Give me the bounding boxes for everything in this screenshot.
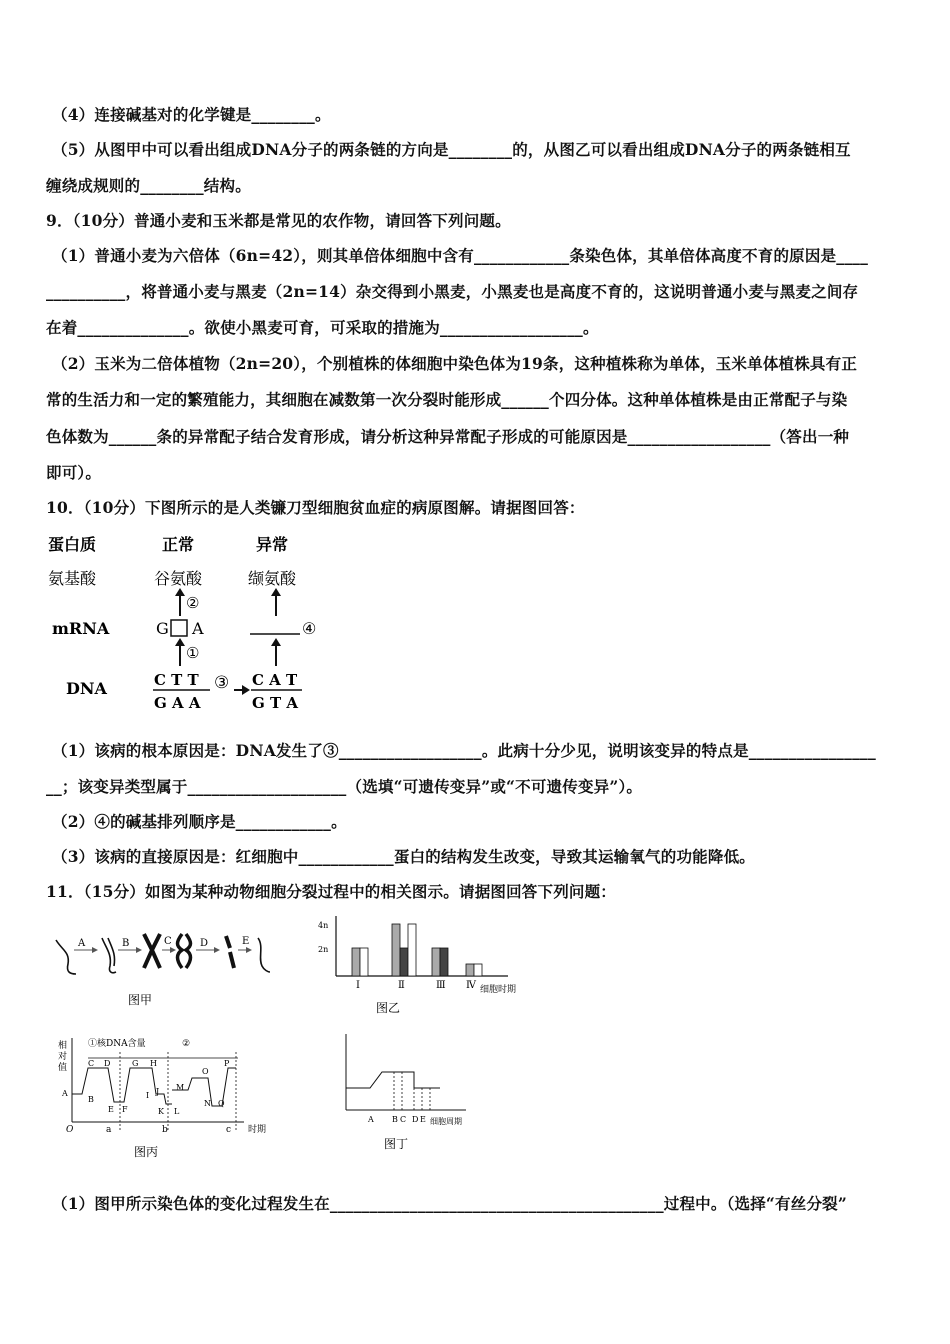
yi-bar-2 bbox=[392, 924, 400, 976]
yi-x-label-4: Ⅳ bbox=[466, 980, 476, 991]
yi-x-label-3: Ⅲ bbox=[436, 980, 446, 991]
ding-curve bbox=[346, 1072, 440, 1088]
bing-pt-l: L bbox=[174, 1107, 180, 1116]
bing-pt-h: H bbox=[150, 1059, 157, 1068]
header-normal: 正常 bbox=[162, 535, 195, 554]
header-protein: 蛋白质 bbox=[48, 535, 97, 554]
arrowhead-a bbox=[92, 947, 98, 953]
bing-y-3: 值 bbox=[58, 1063, 68, 1073]
q10-part1: （1）该病的根本原因是：DNA发生了③__________________。此病十分少见，说明该变异的特点是________________ bbox=[52, 741, 876, 760]
figure-ding bbox=[336, 1030, 496, 1160]
yi-bar-4 bbox=[408, 924, 416, 976]
bing-pt-a: A bbox=[62, 1089, 68, 1098]
caption-ding: 图丁 bbox=[384, 1137, 409, 1151]
bing-x-c: c bbox=[226, 1125, 232, 1135]
label-d: D bbox=[200, 938, 209, 949]
header-abnormal: 异常 bbox=[256, 535, 289, 554]
bing-y-2: 对 bbox=[58, 1052, 68, 1062]
arrowhead-mutation bbox=[242, 685, 250, 695]
q10-part2: （2）④的碱基排列顺序是____________。 bbox=[52, 812, 347, 831]
yi-bar-0 bbox=[352, 948, 360, 976]
bing-pt-k: K bbox=[158, 1107, 164, 1116]
bing-pt-g: G bbox=[132, 1059, 139, 1068]
yi-tick-2n: 2n bbox=[318, 945, 329, 954]
ding-x-c: C bbox=[400, 1115, 407, 1124]
label-a: A bbox=[78, 938, 86, 949]
chromosome-a bbox=[56, 940, 76, 974]
bing-pt-o: O bbox=[202, 1067, 209, 1076]
ding-x-axis-label: 细胞周期 bbox=[430, 1117, 462, 1126]
step-4: ④ bbox=[302, 619, 317, 638]
dna-top-normal: C T T bbox=[154, 671, 199, 689]
q9-part2: （2）玉米为二倍体植物（2n=20），个别植株的体细胞中染色体为19条，这种植株称为单体，玉米单体植株具有正 bbox=[52, 354, 858, 373]
chromosome-f bbox=[258, 938, 270, 972]
mrna-blank-box bbox=[171, 620, 187, 636]
glu-label: 谷氨酸 bbox=[154, 569, 203, 588]
bing-pt-i: I bbox=[146, 1091, 150, 1100]
yi-bar-5 bbox=[432, 948, 440, 976]
q9-part1: （1）普通小麦为六倍体（6n=42），则其单倍体细胞中含有____________条染色体，其单倍体高度不育的原因是____ bbox=[52, 246, 869, 265]
yi-tick-4n: 4n bbox=[318, 921, 329, 930]
row-dna: DNA bbox=[66, 679, 107, 698]
mrna-a: A bbox=[192, 619, 204, 638]
figure-jia bbox=[48, 928, 278, 1018]
q8-part4: （4）连接碱基对的化学键是________。 bbox=[52, 105, 331, 124]
yi-bar-1 bbox=[360, 948, 368, 976]
caption-yi: 图乙 bbox=[376, 1001, 401, 1015]
arrowhead-e bbox=[246, 947, 252, 953]
q9-title: 9．（10分）普通小麦和玉米都是常见的农作物，请回答下列问题。 bbox=[46, 211, 511, 230]
sickle-cell-diagram bbox=[40, 530, 340, 720]
q9-part2-cont3: 即可）。 bbox=[46, 463, 102, 482]
arrowhead-d bbox=[214, 947, 220, 953]
bing-pt-p: P bbox=[224, 1059, 230, 1068]
q9-part2-cont2: 色体数为______条的异常配子结合发育形成，请分析这种异常配子形成的可能原因是__________________（答出一种 bbox=[46, 427, 850, 446]
bing-pt-n: N bbox=[204, 1099, 211, 1108]
caption-jia: 图甲 bbox=[128, 993, 153, 1007]
yi-x-axis-label: 细胞时期 bbox=[480, 985, 517, 995]
ding-x-d: D bbox=[412, 1115, 419, 1124]
bing-x-a: a bbox=[106, 1125, 112, 1135]
label-c: C bbox=[164, 936, 172, 947]
q11-part1: （1）图甲所示染色体的变化过程发生在__________________________________________过程中。（选择“有丝分裂” bbox=[52, 1194, 847, 1213]
dna-top-abn: C A T bbox=[252, 671, 298, 689]
yi-bar-8 bbox=[474, 964, 482, 976]
ding-x-e: E bbox=[420, 1115, 426, 1124]
bing-pt-f: F bbox=[122, 1105, 128, 1114]
bing-x-axis-label: 时期 bbox=[248, 1125, 267, 1135]
bing-pt-b: B bbox=[88, 1095, 94, 1104]
bing-pt-j: J bbox=[156, 1087, 160, 1096]
figure-yi bbox=[308, 912, 538, 1022]
bing-x-o: O bbox=[66, 1125, 74, 1135]
arrowhead-c bbox=[170, 947, 176, 953]
yi-x-label-2: Ⅱ bbox=[398, 980, 405, 991]
yi-bar-7 bbox=[466, 964, 474, 976]
chromosome-e bbox=[226, 936, 234, 968]
ding-x-b: B bbox=[392, 1115, 398, 1124]
q10-part3: （3）该病的直接原因是：红细胞中____________蛋白的结构发生改变，导致其运输氧气的功能降低。 bbox=[52, 847, 755, 866]
row-mrna: mRNA bbox=[52, 619, 110, 638]
arrowhead-abn-top bbox=[271, 588, 281, 596]
q10-title: 10．（10分）下图所示的是人类镰刀型细胞贫血症的病原图解。请据图回答： bbox=[46, 498, 585, 517]
bing-pt-q: Q bbox=[218, 1099, 225, 1108]
bing-legend-2: ② bbox=[182, 1039, 191, 1049]
q11-title: 11．（15分）如图为某种动物细胞分裂过程中的相关图示。请据图回答下列问题： bbox=[46, 882, 616, 901]
bing-x-b: b bbox=[162, 1125, 168, 1135]
mrna-g: G bbox=[156, 619, 169, 638]
arrowhead-abn-bottom bbox=[271, 638, 281, 646]
dna-bot-abn: G T A bbox=[252, 694, 299, 712]
val-label: 缬氨酸 bbox=[248, 569, 297, 588]
bing-y-1: 相 bbox=[58, 1041, 68, 1051]
bing-pt-m: M bbox=[176, 1083, 185, 1092]
figure-bing bbox=[58, 1034, 278, 1164]
label-e: E bbox=[242, 936, 250, 947]
yi-bar-6 bbox=[440, 948, 448, 976]
dna-bot-normal: G A A bbox=[154, 694, 201, 712]
arrowhead-b bbox=[136, 947, 142, 953]
bing-curve-1 bbox=[72, 1068, 172, 1104]
yi-bar-3 bbox=[400, 948, 408, 976]
chromosome-c bbox=[144, 934, 160, 968]
chromosome-d bbox=[178, 934, 191, 968]
q9-part2-cont1: 常的生活力和一定的繁殖能力，其细胞在减数第一次分裂时能形成______个四分体。这种单体植株是由正常配子与染 bbox=[46, 390, 848, 409]
arrowhead-translation bbox=[175, 588, 185, 596]
bing-legend-1: ①核DNA含量 bbox=[88, 1039, 146, 1049]
bing-pt-d: D bbox=[104, 1059, 111, 1068]
bing-pt-c: C bbox=[88, 1059, 95, 1068]
step-3: ③ bbox=[214, 673, 230, 693]
q9-part1-cont1: __________，将普通小麦与黑麦（2n=14）杂交得到小黑麦，小黑麦也是高度不育的，这说明普通小麦与黑麦之间存 bbox=[46, 282, 859, 301]
yi-x-label-1: Ⅰ bbox=[356, 980, 360, 991]
row-amino: 氨基酸 bbox=[48, 569, 97, 588]
q10-part1-cont: __；该变异类型属于____________________（选填“可遗传变异”或“不可遗传变异”）。 bbox=[46, 777, 643, 796]
arrowhead-transcription bbox=[175, 638, 185, 646]
step-1: ① bbox=[186, 644, 200, 662]
label-b: B bbox=[122, 938, 130, 949]
ding-x-a: A bbox=[368, 1115, 374, 1124]
q9-part1-cont2: 在着______________。欲使小黑麦可育，可采取的措施为__________________。 bbox=[46, 318, 599, 337]
step-2: ② bbox=[186, 594, 200, 612]
bing-pt-e: E bbox=[108, 1105, 114, 1114]
q8-part5: （5）从图甲中可以看出组成DNA分子的两条链的方向是________的，从图乙可以看出组成DNA分子的两条链相互 bbox=[52, 140, 851, 159]
q8-part5-cont: 缠绕成规则的________结构。 bbox=[46, 176, 251, 195]
caption-bing: 图丙 bbox=[134, 1145, 159, 1159]
